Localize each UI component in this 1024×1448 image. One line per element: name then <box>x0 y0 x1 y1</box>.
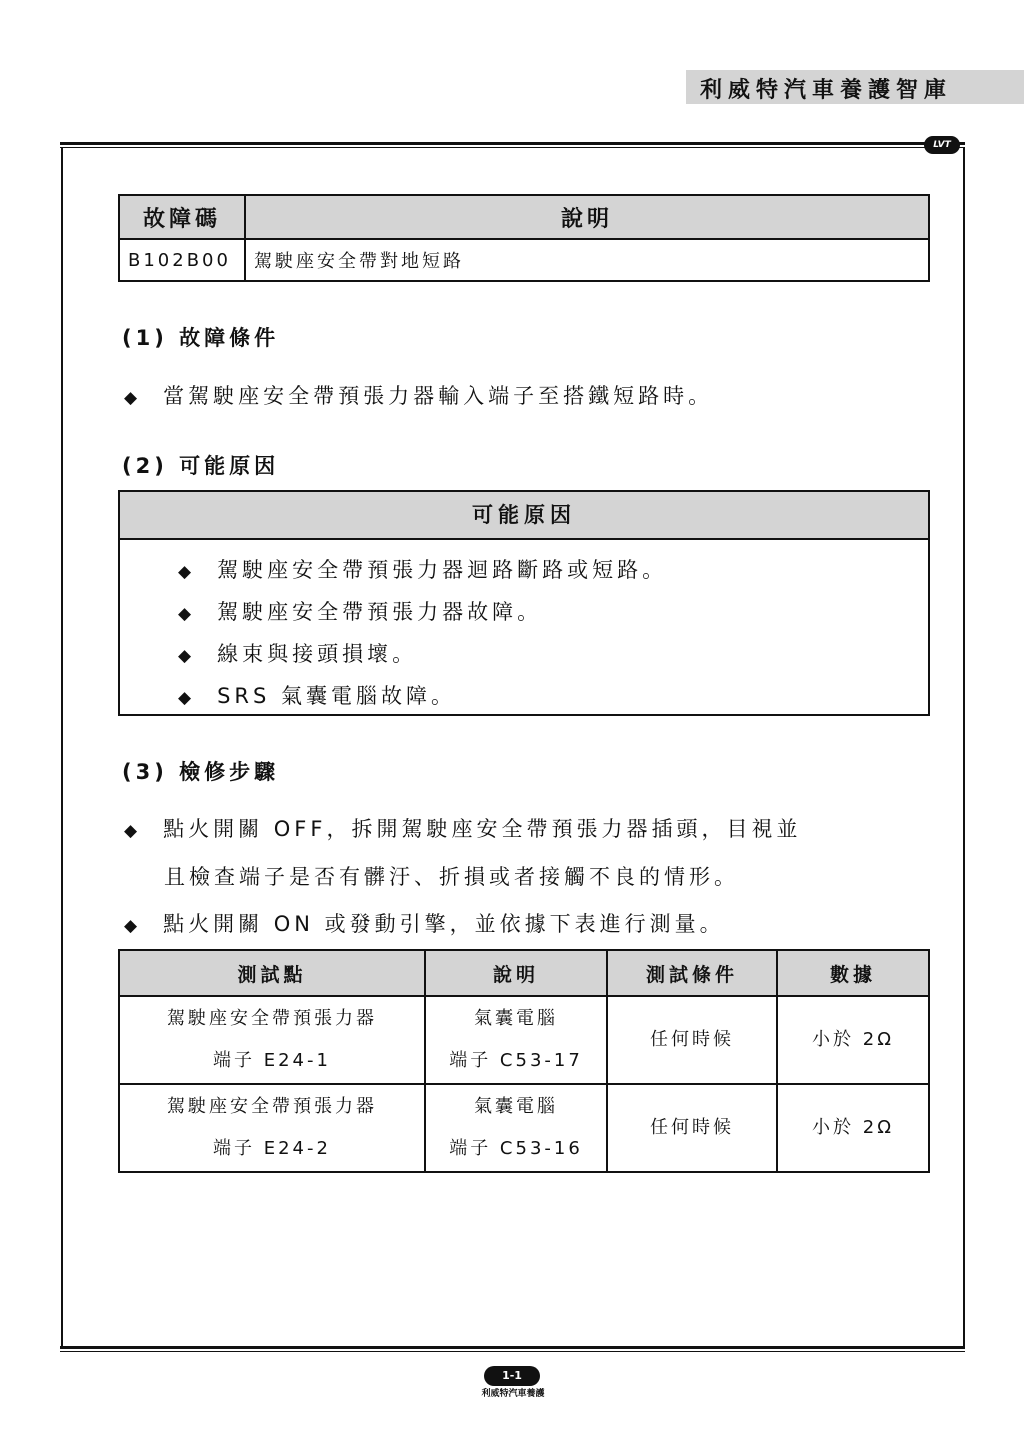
list-item: ◆ 駕駛座安全帶預張力器迴路斷路或短路。 <box>178 558 668 582</box>
section-title-possible-causes: (2) 可能原因 <box>122 454 280 478</box>
description-header: 說明 <box>245 195 929 239</box>
test-description-cell: 氣囊電腦 端子 C53-17 <box>425 996 607 1084</box>
diamond-bullet-icon: ◆ <box>178 604 196 624</box>
possible-causes-box-title: 可能原因 <box>120 492 928 540</box>
repair-step-bullet-2 <box>124 908 725 938</box>
test-description-cell: 氣囊電腦 端子 C53-16 <box>425 1084 607 1172</box>
section-title-repair-steps: (3) 檢修步驟 <box>122 760 280 784</box>
page-number-badge: 1-1 <box>484 1366 540 1386</box>
table-row <box>119 996 929 1084</box>
diamond-bullet-icon: ◆ <box>124 388 142 408</box>
repair-step-bullet-1 <box>124 813 801 843</box>
fault-code-cell: B102B00 <box>119 239 245 281</box>
top-rule <box>60 142 965 145</box>
repair-step-1-line-2: 且檢查端子是否有髒汙、折損或者接觸不良的情形。 <box>164 865 739 889</box>
lvt-logo-badge: LVT <box>924 136 960 154</box>
bottom-rule <box>60 1346 965 1349</box>
test-description-header: 說明 <box>425 950 607 996</box>
test-point-cell: 駕駛座安全帶預張力器 端子 E24-1 <box>119 996 425 1084</box>
test-condition-cell: 任何時候 <box>607 996 777 1084</box>
diamond-bullet-icon: ◆ <box>124 916 142 936</box>
test-point-cell: 駕駛座安全帶預張力器 端子 E24-2 <box>119 1084 425 1172</box>
test-condition-cell: 任何時候 <box>607 1084 777 1172</box>
diamond-bullet-icon: ◆ <box>178 646 196 666</box>
table-row <box>119 1084 929 1172</box>
test-condition-header: 測試條件 <box>607 950 777 996</box>
diamond-bullet-icon: ◆ <box>124 821 142 841</box>
fault-condition-text: 當駕駛座安全帶預張力器輸入端子至搭鐵短路時。 <box>163 384 714 408</box>
test-value-cell: 小於 2Ω <box>777 996 929 1084</box>
list-item: ◆ SRS 氣囊電腦故障。 <box>178 684 457 708</box>
diamond-bullet-icon: ◆ <box>178 562 196 582</box>
test-value-cell: 小於 2Ω <box>777 1084 929 1172</box>
measurement-table <box>118 949 930 1173</box>
list-item: ◆ 線束與接頭損壞。 <box>178 642 418 666</box>
footer-brand: 利威特汽車養護 <box>481 1389 545 1399</box>
section-title-fault-condition: (1) 故障條件 <box>122 326 280 350</box>
repair-step-2-text: 點火開關 ON 或發動引擎，並依據下表進行測量。 <box>163 912 725 936</box>
header-title: 利威特汽車養護智庫 <box>700 78 953 103</box>
fault-description-cell: 駕駛座安全帶對地短路 <box>245 239 929 281</box>
test-value-header: 數據 <box>777 950 929 996</box>
list-item: ◆ 駕駛座安全帶預張力器故障。 <box>178 600 543 624</box>
bottom-rule-thin <box>60 1351 965 1352</box>
test-point-header: 測試點 <box>119 950 425 996</box>
repair-step-1-line-1: 點火開關 OFF，拆開駕駛座安全帶預張力器插頭，目視並 <box>163 817 802 841</box>
fault-condition-bullet <box>124 380 713 410</box>
possible-causes-box <box>118 490 930 716</box>
diamond-bullet-icon: ◆ <box>178 688 196 708</box>
fault-code-header: 故障碼 <box>119 195 245 239</box>
fault-code-table <box>118 194 930 282</box>
